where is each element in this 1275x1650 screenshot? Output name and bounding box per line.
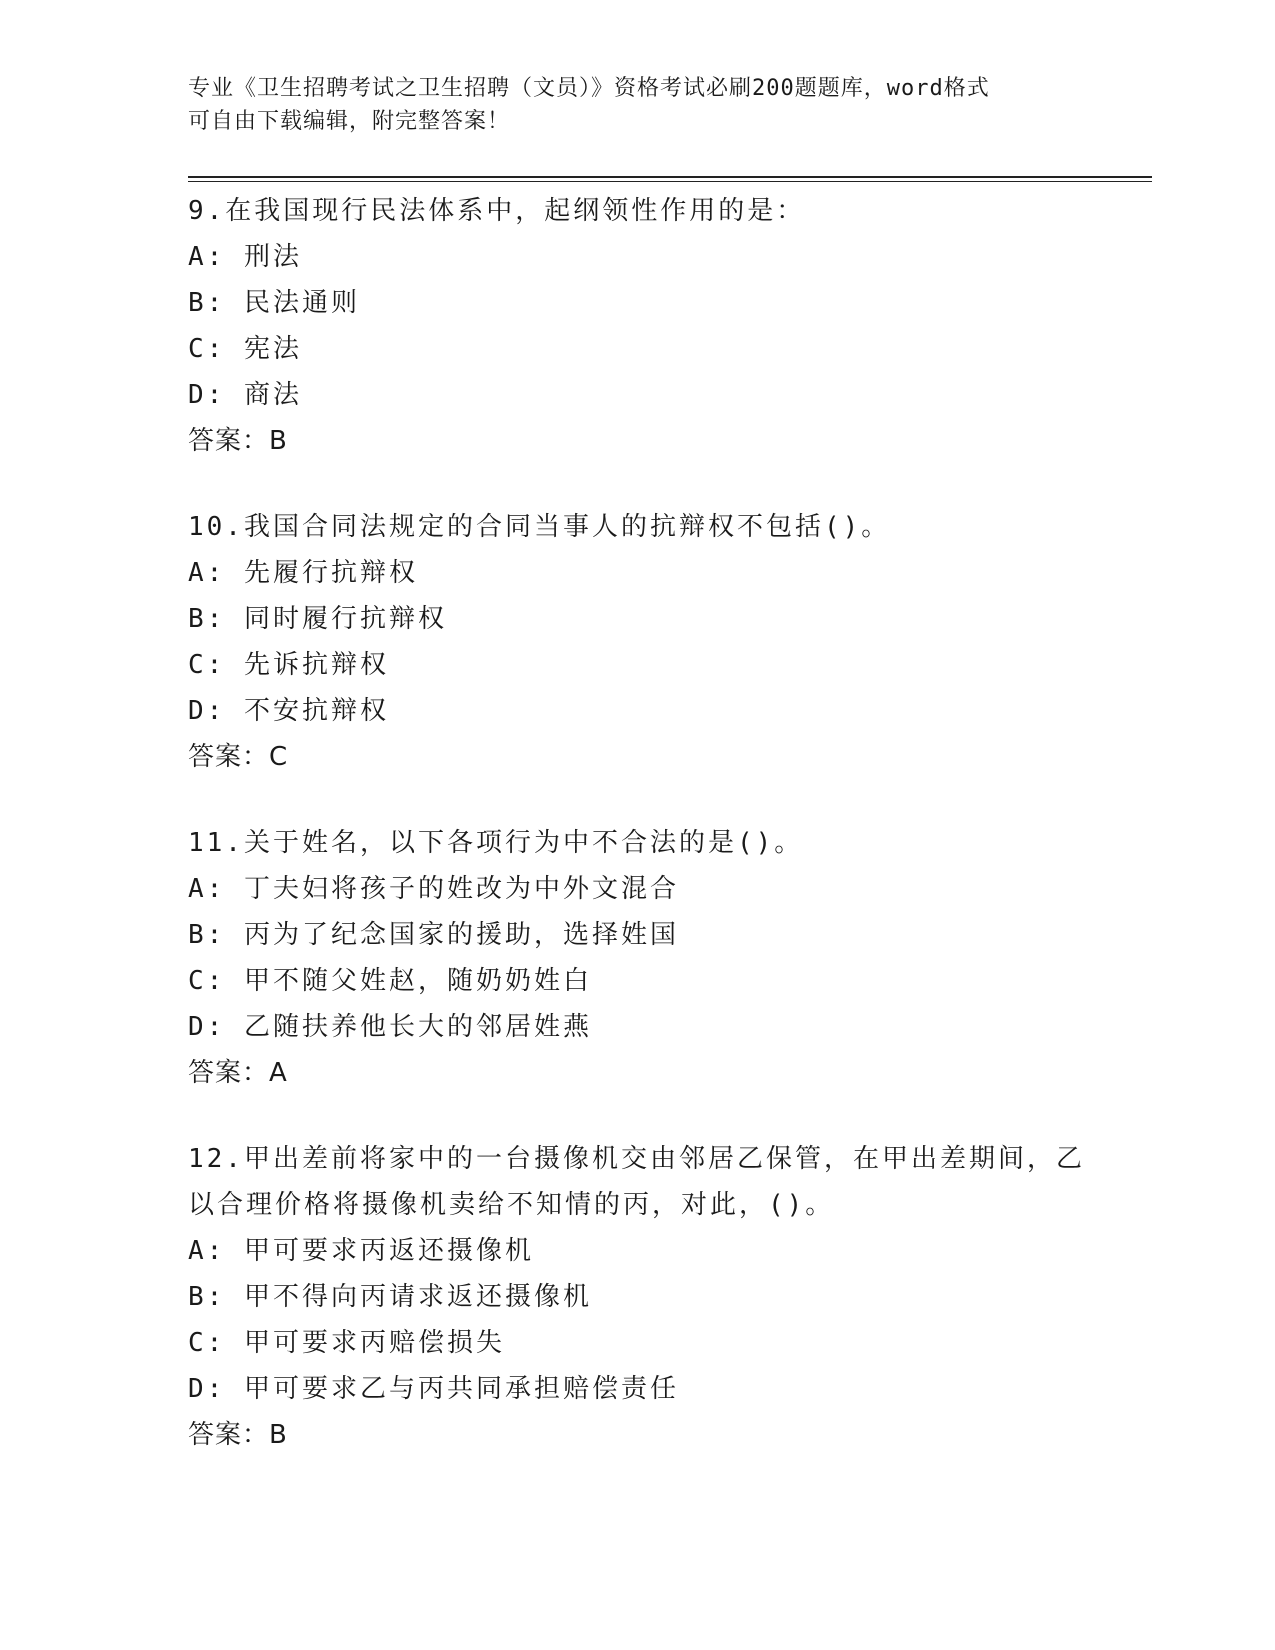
option-c: C: 甲可要求丙赔偿损失 [188, 1328, 505, 1358]
answer-label: 答案：B [188, 1420, 288, 1450]
question-10 [188, 504, 1088, 780]
question-9 [188, 188, 1088, 464]
option-a: A: 刑法 [188, 242, 302, 272]
header-divider-thick [188, 176, 1152, 178]
answer-label: 答案：B [188, 426, 288, 456]
option-b: B: 甲不得向丙请求返还摄像机 [188, 1282, 592, 1312]
option-a: A: 先履行抗辩权 [188, 558, 418, 588]
option-b: B: 民法通则 [188, 288, 360, 318]
option-c: C: 先诉抗辩权 [188, 650, 389, 680]
option-b: B: 同时履行抗辩权 [188, 604, 447, 634]
question-stem: 9.在我国现行民法体系中，起纲领性作用的是： [188, 196, 806, 226]
option-b: B: 丙为了纪念国家的援助，选择姓国 [188, 920, 679, 950]
option-d: D: 不安抗辩权 [188, 696, 389, 726]
option-c: C: 甲不随父姓赵，随奶奶姓白 [188, 966, 592, 996]
option-d: D: 乙随扶养他长大的邻居姓燕 [188, 1012, 592, 1042]
option-c: C: 宪法 [188, 334, 302, 364]
question-stem-line-1: 12.甲出差前将家中的一台摄像机交由邻居乙保管，在甲出差期间，乙 [188, 1144, 1085, 1174]
option-a: A: 丁夫妇将孩子的姓改为中外文混合 [188, 874, 679, 904]
question-list [188, 188, 1088, 1498]
question-stem: 10.我国合同法规定的合同当事人的抗辩权不包括()。 [188, 512, 891, 542]
question-stem-line-2: 以合理价格将摄像机卖给不知情的丙，对此，()。 [188, 1190, 835, 1220]
question-11 [188, 820, 1088, 1096]
answer-label: 答案：A [188, 1058, 288, 1088]
header-line-2: 可自由下载编辑，附完整答案！ [188, 109, 511, 134]
question-12 [188, 1136, 1088, 1458]
header-divider-thin [188, 181, 1152, 182]
option-d: D: 甲可要求乙与丙共同承担赔偿责任 [188, 1374, 679, 1404]
document-header [188, 72, 1088, 138]
header-line-1: 专业《卫生招聘考试之卫生招聘（文员）》资格考试必刷200题题库，word格式 [188, 76, 990, 101]
option-a: A: 甲可要求丙返还摄像机 [188, 1236, 534, 1266]
question-stem: 11.关于姓名，以下各项行为中不合法的是()。 [188, 828, 804, 858]
answer-label: 答案：C [188, 742, 289, 772]
option-d: D: 商法 [188, 380, 302, 410]
